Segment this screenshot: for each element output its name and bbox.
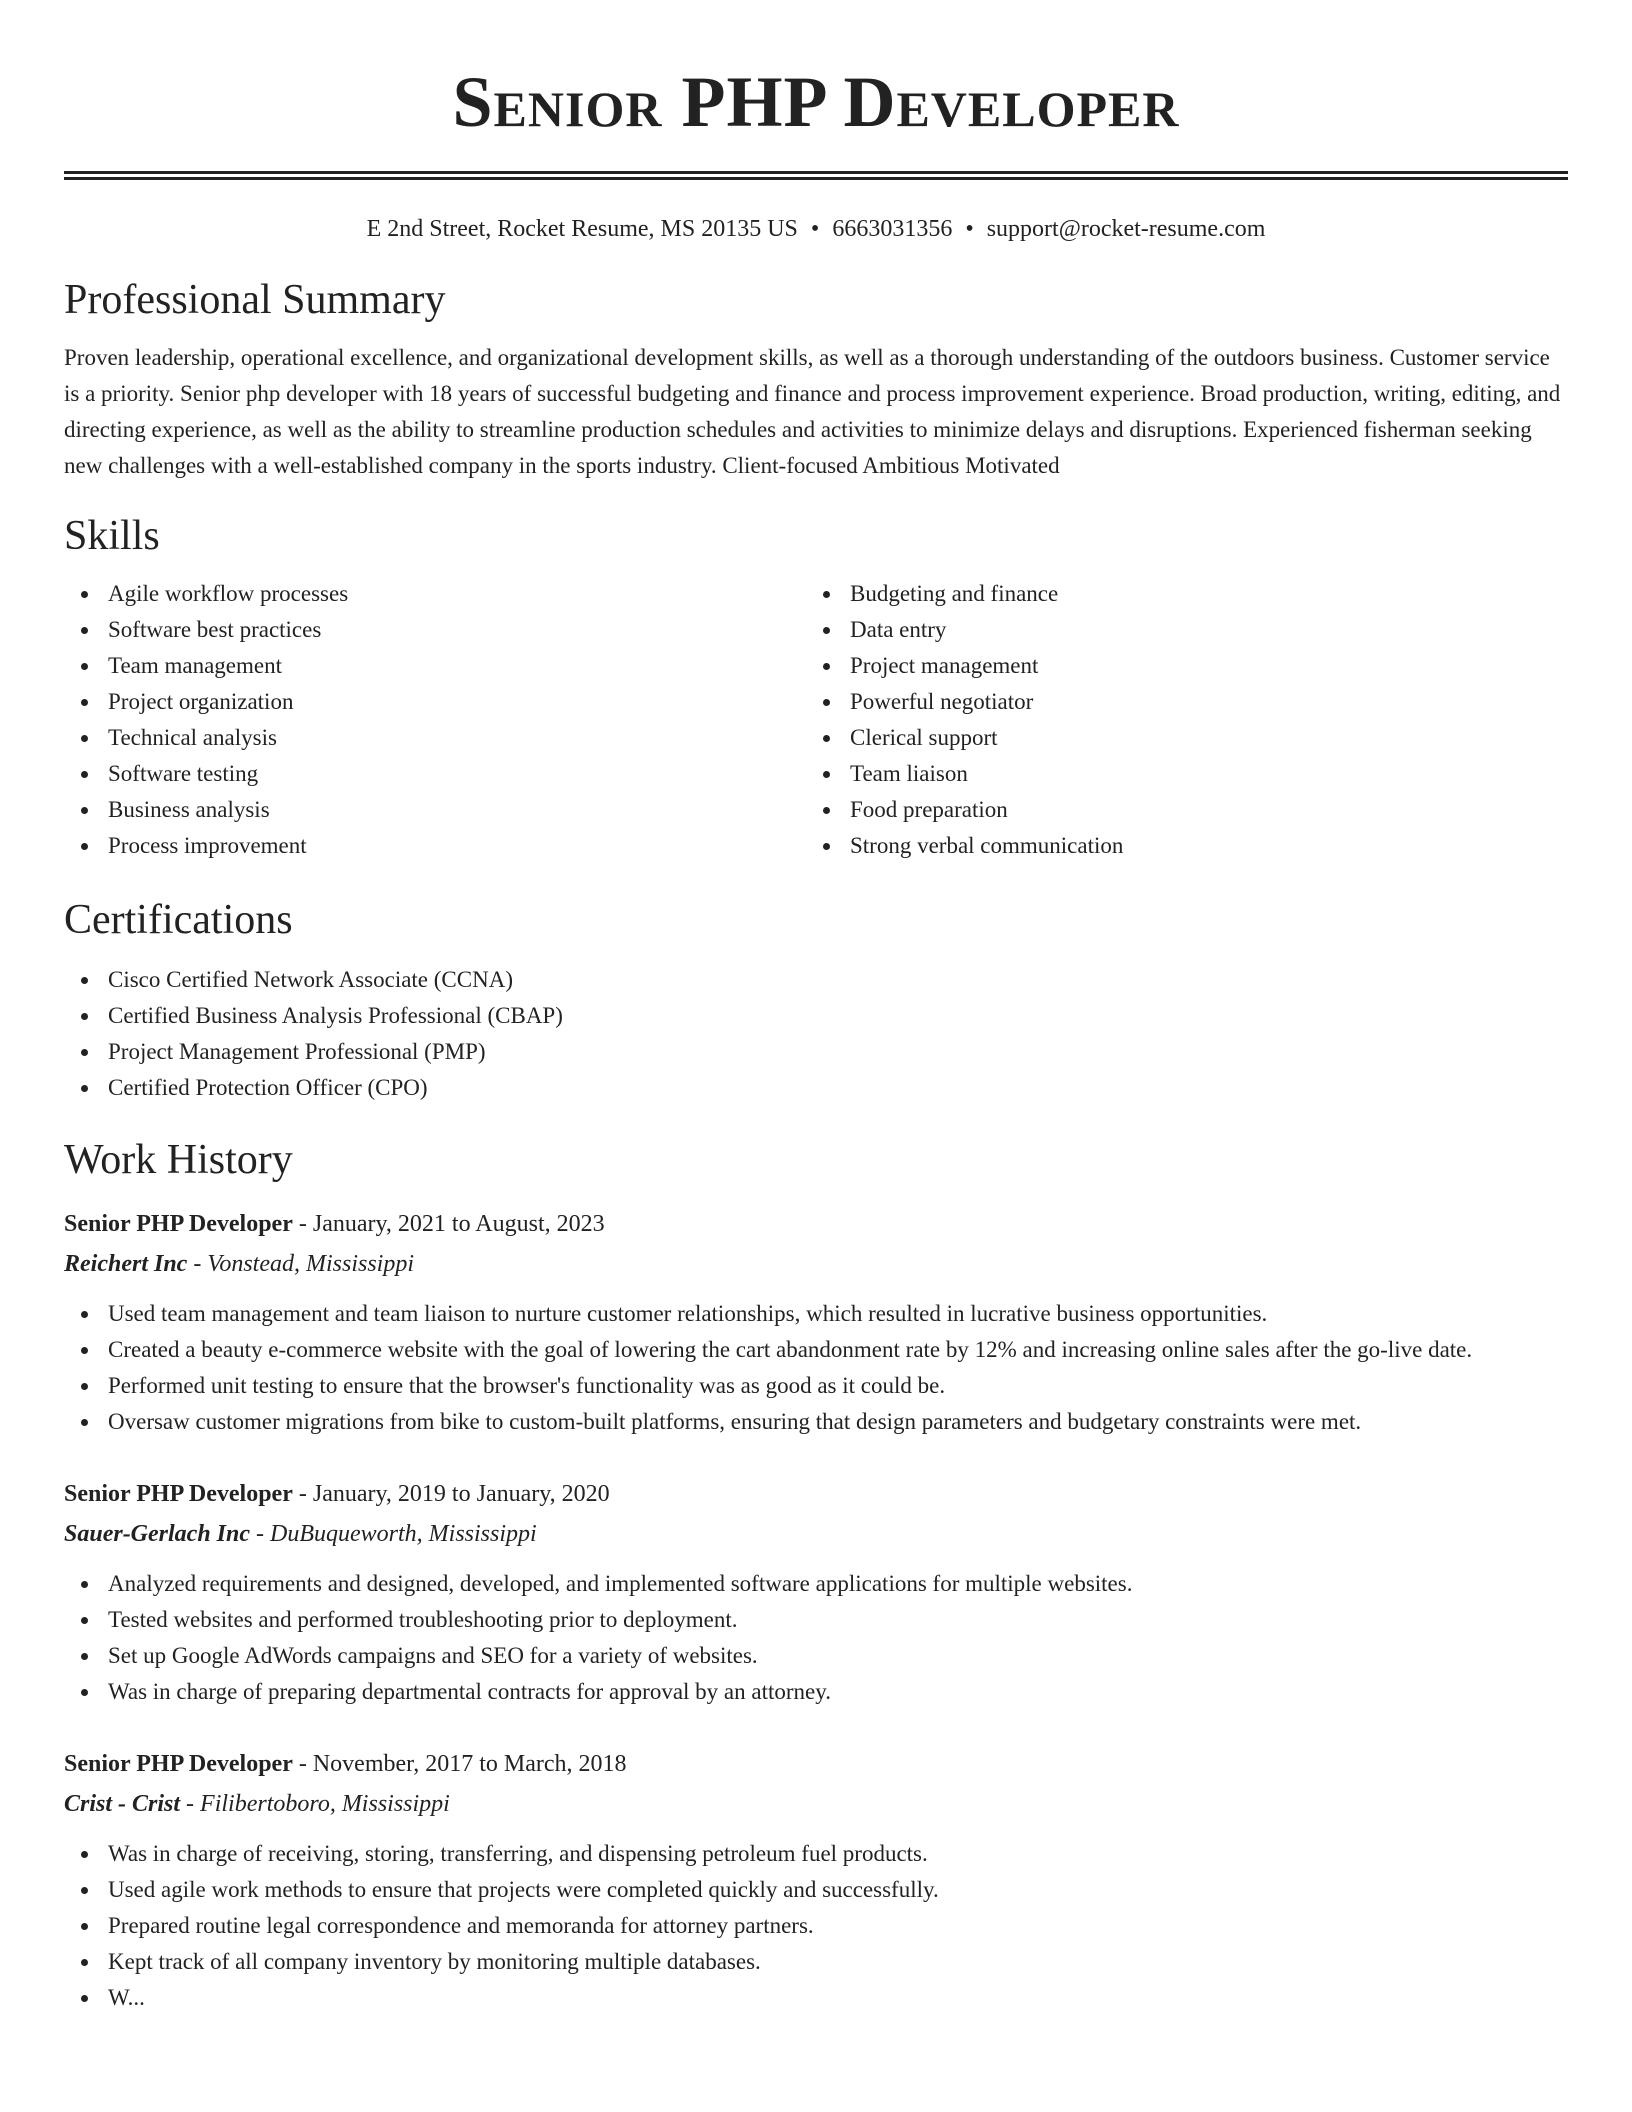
skill-item: Food preparation	[806, 792, 1548, 828]
certification-item: Certified Business Analysis Professional (CBAP)	[64, 998, 1568, 1034]
job-dates: - November, 2017 to March, 2018	[292, 1751, 627, 1777]
job-bullet: Prepared routine legal correspondence and memoranda for attorney partners.	[64, 1908, 1568, 1944]
job-heading	[64, 1744, 1568, 1784]
skill-item: Data entry	[806, 612, 1548, 648]
skill-item: Business analysis	[64, 792, 806, 828]
certification-item: Project Management Professional (PMP)	[64, 1034, 1568, 1070]
job-location: - Filibertoboro, Mississippi	[180, 1791, 450, 1817]
job-company-line	[64, 1514, 1568, 1554]
contact-separator: •	[965, 216, 974, 242]
job-bullets	[64, 1296, 1568, 1440]
job-bullet: W...	[64, 1980, 1568, 2016]
certification-item: Certified Protection Officer (CPO)	[64, 1070, 1568, 1106]
resume-name-title: Senior PHP Developer	[452, 62, 1180, 142]
job-bullets	[64, 1566, 1568, 1710]
section-title-work-history: Work History	[64, 1137, 293, 1183]
job-company: Reichert Inc	[64, 1251, 188, 1277]
job-heading	[64, 1204, 1568, 1244]
certification-item: Cisco Certified Network Associate (CCNA)	[64, 962, 1568, 998]
skills-list-left	[64, 576, 806, 864]
job-bullet: Kept track of all company inventory by monitoring multiple databases.	[64, 1944, 1568, 1980]
job-location: - DuBuqueworth, Mississippi	[250, 1521, 537, 1547]
contact-phone: 6663031356	[832, 216, 953, 242]
skill-item: Software best practices	[64, 612, 806, 648]
job-entry	[64, 1474, 1568, 1710]
job-role: Senior PHP Developer	[64, 1211, 293, 1237]
skill-item: Agile workflow processes	[64, 576, 806, 612]
skill-item: Powerful negotiator	[806, 684, 1548, 720]
skill-item: Strong verbal communication	[806, 828, 1548, 864]
job-bullet: Used agile work methods to ensure that projects were completed quickly and successfully.	[64, 1872, 1568, 1908]
job-company-line	[64, 1784, 1568, 1824]
skill-item: Budgeting and finance	[806, 576, 1548, 612]
section-title-skills: Skills	[64, 513, 160, 559]
contact-address: E 2nd Street, Rocket Resume, MS 20135 US	[366, 216, 798, 242]
job-bullet: Was in charge of receiving, storing, transferring, and dispensing petroleum fuel products.	[64, 1836, 1568, 1872]
job-role: Senior PHP Developer	[64, 1481, 293, 1507]
job-location: - Vonstead, Mississippi	[187, 1251, 415, 1277]
job-bullet: Was in charge of preparing departmental contracts for approval by an attorney.	[64, 1674, 1568, 1710]
job-bullets	[64, 1836, 1568, 2016]
certifications-list	[64, 962, 1568, 1106]
job-bullet: Set up Google AdWords campaigns and SEO for a variety of websites.	[64, 1638, 1568, 1674]
contact-line	[64, 214, 1568, 244]
job-entry	[64, 1204, 1568, 1440]
contact-email[interactable]: support@rocket-resume.com	[986, 216, 1266, 242]
section-title-summary: Professional Summary	[64, 277, 446, 323]
skill-item: Technical analysis	[64, 720, 806, 756]
skill-item: Project organization	[64, 684, 806, 720]
section-title-certifications: Certifications	[64, 897, 293, 943]
job-role: Senior PHP Developer	[64, 1751, 293, 1777]
job-entry	[64, 1744, 1568, 2016]
job-bullet: Oversaw customer migrations from bike to custom-built platforms, ensuring that design parameters and budgetary constraints were met.	[64, 1404, 1568, 1440]
job-company: Crist - Crist	[64, 1791, 181, 1817]
double-rule-divider	[64, 171, 1568, 180]
skill-item: Software testing	[64, 756, 806, 792]
summary-text: Proven leadership, operational excellence, and organizational development skills, as well as a thorough understanding of the outdoors business. Customer service is a priority. Senior php developer with 18 years of successful budgeting and finance and process improvement experience. Broad production, writing, editing, and directing experience, as well as the ability to streamline production schedules and activities to minimize delays and disruptions. Experienced fisherman seeking new challenges with a well-established company in the sports industry. Client-focused Ambitious Motivated	[64, 345, 1561, 478]
skill-item: Clerical support	[806, 720, 1548, 756]
skills-list-right	[806, 576, 1548, 864]
skill-item: Project management	[806, 648, 1548, 684]
job-bullet: Analyzed requirements and designed, developed, and implemented software applications for multiple websites.	[64, 1566, 1568, 1602]
skill-item: Team liaison	[806, 756, 1548, 792]
job-dates: - January, 2021 to August, 2023	[292, 1211, 605, 1237]
contact-separator: •	[810, 216, 820, 242]
skill-item: Team management	[64, 648, 806, 684]
job-company-line	[64, 1244, 1568, 1284]
job-heading	[64, 1474, 1568, 1514]
job-bullet: Used team management and team liaison to nurture customer relationships, which resulted in lucrative business opportunities.	[64, 1296, 1568, 1332]
job-bullet: Created a beauty e-commerce website with the goal of lowering the cart abandonment rate by 12% and increasing online sales after the go-live date.	[64, 1332, 1568, 1368]
skills-grid	[64, 576, 1568, 864]
job-bullet: Tested websites and performed troubleshooting prior to deployment.	[64, 1602, 1568, 1638]
job-company: Sauer-Gerlach Inc	[64, 1521, 251, 1547]
skill-item: Process improvement	[64, 828, 806, 864]
job-dates: - January, 2019 to January, 2020	[292, 1481, 610, 1507]
job-bullet: Performed unit testing to ensure that the browser's functionality was as good as it could be.	[64, 1368, 1568, 1404]
